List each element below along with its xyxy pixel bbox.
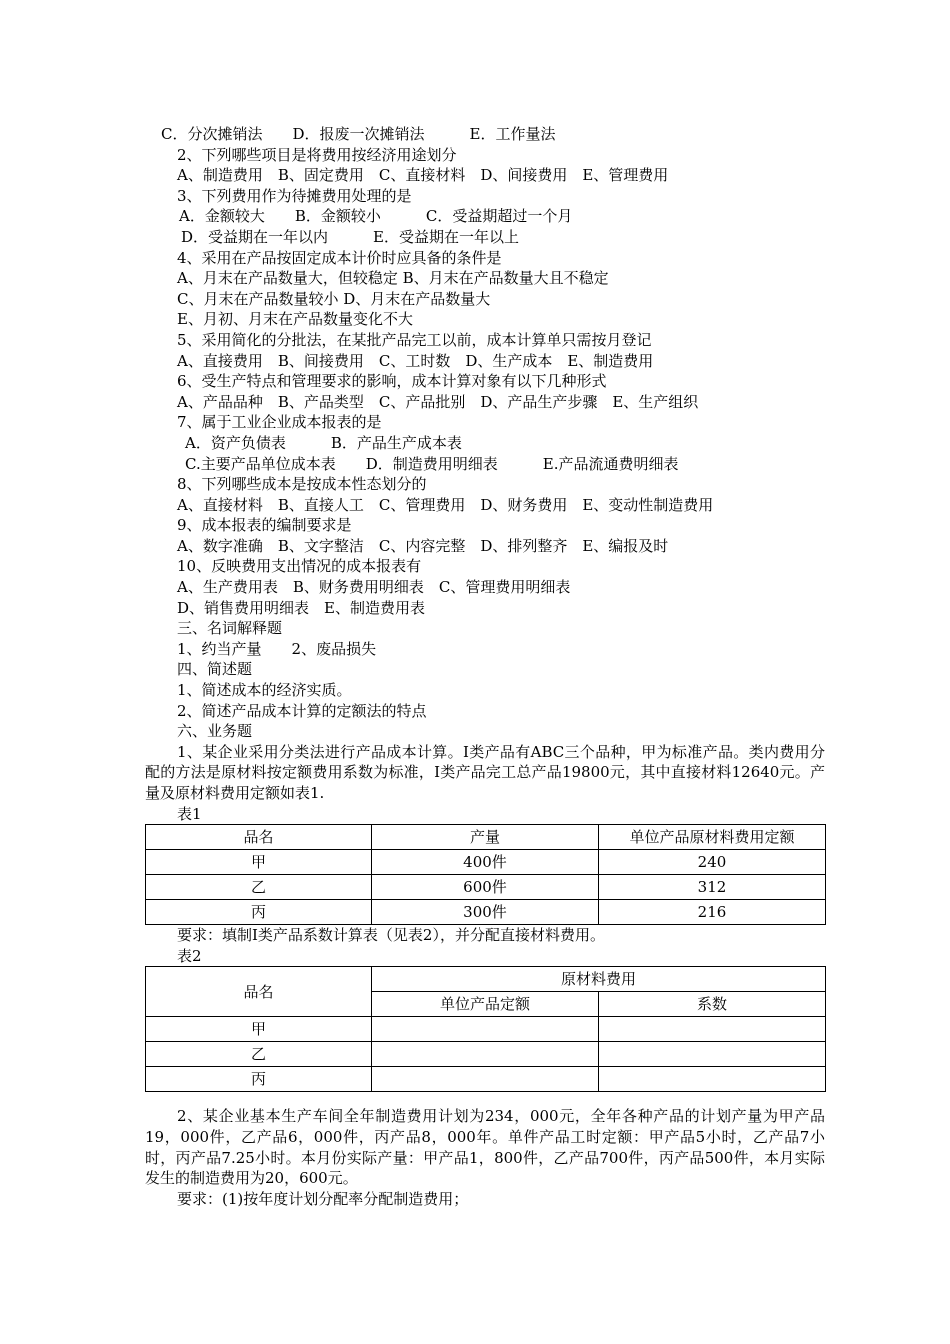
table-row [146,1067,826,1092]
spacer [145,1092,825,1106]
text-line: A．资产负债表 B．产品生产成本表 [185,433,462,452]
section-heading: 四、简述题 [177,660,253,679]
text-line: A．金额较大 B．金额较小 C．受益期超过一个月 [179,207,573,226]
text-line: 2、简述产品成本计算的定额法的特点 [177,701,427,720]
text-line: A、月末在产品数量大，但较稳定 B、月末在产品数量大且不稳定 [177,269,609,288]
text-line: 1、简述成本的经济实质。 [177,681,352,700]
text-line: A、生产费用表 B、财务费用明细表 C、管理费用明细表 [177,578,571,597]
table-cell: 300件 [372,900,599,925]
table-cell-empty [372,1017,599,1042]
text-line: D．受益期在一年以内 E．受益期在一年以上 [181,227,519,246]
table-row [146,900,826,925]
header-cell: 单位产品定额 [372,992,599,1017]
text-line: 6、受生产特点和管理要求的影响，成本计算对象有以下几种形式 [177,372,607,391]
text-line: 3、下列费用作为待摊费用处理的是 [177,186,412,205]
table-row [146,1017,826,1042]
text-line: C、月末在产品数量较小 D、月末在产品数量大 [177,289,491,308]
table-cell: 甲 [146,1017,372,1042]
header-cell: 品名 [146,825,372,850]
table-cell: 乙 [146,1042,372,1067]
text-line: C．分次摊销法 D．报废一次摊销法 E．工作量法 [161,125,556,143]
table-cell-empty [599,1042,826,1067]
header-cell: 原材料费用 [372,967,826,992]
table-caption: 表2 [177,946,202,965]
text-line: A、直接材料 B、直接人工 C、管理费用 D、财务费用 E、变动性制造费用 [177,495,714,514]
table-cell: 240 [599,850,826,875]
text-line: A、数字准确 B、文字整洁 C、内容完整 D、排列整齐 E、编报及时 [177,536,669,555]
section-heading: 三、名词解释题 [177,619,283,638]
table-cell: 600件 [372,875,599,900]
document-content [145,124,825,1209]
header-cell: 产量 [372,825,599,850]
header-cell: 单位产品原材料费用定额 [599,825,826,850]
table-2 [145,966,826,1092]
table-cell: 400件 [372,850,599,875]
header-cell: 系数 [599,992,826,1017]
requirement-text: 要求：(1)按年度计划分配率分配制造费用； [177,1189,469,1208]
table-cell: 丙 [146,900,372,925]
text-line: C.主要产品单位成本表 D．制造费用明细表 E.产品流通费明细表 [185,454,679,473]
table-row [146,1042,826,1067]
text-line: 1、约当产量 2、废品损失 [177,639,377,658]
requirement-text: 要求：填制I类产品系数计算表（见表2），并分配直接材料费用。 [177,926,605,945]
problem-paragraph-2: 2、某企业基本生产车间全年制造费用计划为234，000元，全年各种产品的计划产量为甲产品19，000件，乙产品6，000件，丙产品8，000年。单件产品工时定额：甲产品5小时，乙产品7小时，丙产品7.25小时。本月份实际产量：甲产品1，800件，乙产品700件，丙产品500件，本月实际发生的制造费用为20，600元。 [145,1107,825,1188]
text-line: A、产品品种 B、产品类型 C、产品批别 D、产品生产步骤 E、生产组织 [177,392,699,411]
text-line: A、制造费用 B、固定费用 C、直接材料 D、间接费用 E、管理费用 [177,166,669,185]
table-caption: 表1 [177,804,202,823]
text-line: 9、成本报表的编制要求是 [177,516,352,535]
table-cell: 甲 [146,850,372,875]
table-cell-empty [599,1067,826,1092]
table-cell: 216 [599,900,826,925]
table-cell-empty [599,1017,826,1042]
table-row [146,875,826,900]
table-cell: 丙 [146,1067,372,1092]
table-cell: 312 [599,875,826,900]
text-line: 7、属于工业企业成本报表的是 [177,413,382,432]
text-line: 2、下列哪些项目是将费用按经济用途划分 [177,145,457,164]
table-cell-empty [372,1042,599,1067]
text-line: 10、反映费用支出情况的成本报表有 [177,557,422,576]
section-heading: 六、业务题 [177,722,253,741]
text-line: D、销售费用明细表 E、制造费用表 [177,598,425,617]
table-cell-empty [372,1067,599,1092]
table-cell: 乙 [146,875,372,900]
table-header-row [146,825,826,850]
text-line: 4、采用在产品按固定成本计价时应具备的条件是 [177,248,502,267]
table-1 [145,824,826,925]
text-line: E、月初、月末在产品数量变化不大 [177,310,413,329]
header-cell: 品名 [146,967,372,1017]
table-header-row [146,967,826,992]
problem-paragraph-1: 1、某企业采用分类法进行产品成本计算。I类产品有ABC三个品种，甲为标准产品。类内费用分配的方法是原材料按定额费用系数为标准，I类产品完工总产品19800元，其中直接材料12640元。产量及原材料费用定额如表1. [145,742,825,802]
text-line: 8、下列哪些成本是按成本性态划分的 [177,475,427,494]
text-line: 5、采用简化的分批法，在某批产品完工以前，成本计算单只需按月登记 [177,330,652,349]
text-line: A、直接费用 B、间接费用 C、工时数 D、生产成本 E、制造费用 [177,351,654,370]
table-row [146,850,826,875]
